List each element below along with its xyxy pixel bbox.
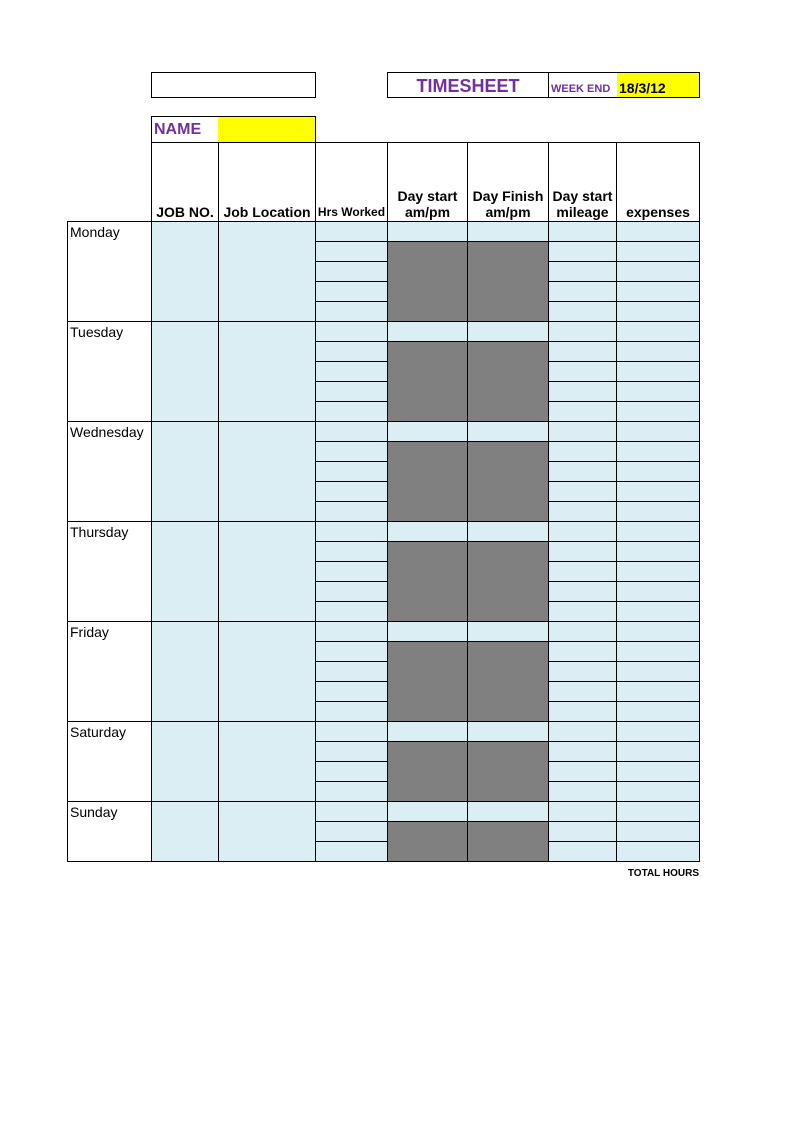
mileage-cell[interactable]: [548, 321, 617, 342]
total-hours-label: TOTAL HOURS: [627, 868, 699, 879]
day-finish-cell[interactable]: [467, 521, 549, 542]
day-start-cell[interactable]: [387, 321, 468, 342]
blocked-cell: [467, 741, 549, 802]
mileage-cell[interactable]: [548, 441, 617, 462]
hrs-worked-cell[interactable]: [315, 741, 388, 762]
hrs-worked-cell[interactable]: [315, 621, 388, 642]
expenses-cell[interactable]: [616, 721, 700, 742]
hrs-worked-cell[interactable]: [315, 781, 388, 802]
hrs-worked-cell[interactable]: [315, 641, 388, 662]
expenses-cell[interactable]: [616, 601, 700, 622]
blocked-cell: [467, 541, 549, 622]
expenses-cell[interactable]: [616, 321, 700, 342]
expenses-cell[interactable]: [616, 401, 700, 422]
job-location-cell[interactable]: [218, 801, 316, 862]
expenses-cell[interactable]: [616, 501, 700, 522]
day-label-saturday: Saturday: [67, 721, 152, 802]
hrs-worked-cell[interactable]: [315, 321, 388, 342]
job-location-cell[interactable]: [218, 521, 316, 622]
day-finish-cell[interactable]: [467, 621, 549, 642]
expenses-cell[interactable]: [616, 241, 700, 262]
hrs-worked-cell[interactable]: [315, 441, 388, 462]
mileage-cell[interactable]: [548, 741, 617, 762]
expenses-cell[interactable]: [616, 541, 700, 562]
expenses-cell[interactable]: [616, 581, 700, 602]
week-end-label: WEEK END: [551, 83, 611, 95]
expenses-cell[interactable]: [616, 801, 700, 822]
hrs-worked-cell[interactable]: [315, 681, 388, 702]
hrs-worked-cell[interactable]: [315, 261, 388, 282]
expenses-cell[interactable]: [616, 701, 700, 722]
mileage-cell[interactable]: [548, 781, 617, 802]
expenses-cell[interactable]: [616, 741, 700, 762]
job-no-cell[interactable]: [151, 721, 219, 802]
blocked-cell: [387, 241, 468, 322]
day-start-cell[interactable]: [387, 221, 468, 242]
mileage-cell[interactable]: [548, 381, 617, 402]
mileage-cell[interactable]: [548, 341, 617, 362]
divider: [548, 72, 549, 98]
day-label-thursday: Thursday: [67, 521, 152, 622]
expenses-cell[interactable]: [616, 281, 700, 302]
hrs-worked-cell[interactable]: [315, 241, 388, 262]
job-location-cell[interactable]: [218, 621, 316, 722]
expenses-cell[interactable]: [616, 221, 700, 242]
expenses-cell[interactable]: [616, 441, 700, 462]
hrs-worked-cell[interactable]: [315, 841, 388, 862]
mileage-cell[interactable]: [548, 521, 617, 542]
expenses-cell[interactable]: [616, 561, 700, 582]
hrs-worked-cell[interactable]: [315, 481, 388, 502]
column-header: Day start am/pm: [387, 142, 468, 222]
day-finish-cell[interactable]: [467, 321, 549, 342]
hrs-worked-cell[interactable]: [315, 801, 388, 822]
day-finish-cell[interactable]: [467, 421, 549, 442]
column-header: JOB NO.: [151, 142, 219, 222]
blocked-cell: [387, 341, 468, 422]
job-no-cell[interactable]: [151, 421, 219, 522]
hrs-worked-cell[interactable]: [315, 561, 388, 582]
expenses-cell[interactable]: [616, 661, 700, 682]
mileage-cell[interactable]: [548, 421, 617, 442]
hrs-worked-cell[interactable]: [315, 581, 388, 602]
mileage-cell[interactable]: [548, 641, 617, 662]
page-title: TIMESHEET: [416, 76, 520, 96]
mileage-cell[interactable]: [548, 661, 617, 682]
day-start-cell[interactable]: [387, 621, 468, 642]
day-start-cell[interactable]: [387, 521, 468, 542]
mileage-cell[interactable]: [548, 801, 617, 822]
job-location-cell[interactable]: [218, 221, 316, 322]
day-label-sunday: Sunday: [67, 801, 152, 862]
hrs-worked-cell[interactable]: [315, 701, 388, 722]
column-header: Hrs Worked: [315, 142, 388, 222]
blocked-cell: [387, 641, 468, 722]
hrs-worked-cell[interactable]: [315, 821, 388, 842]
mileage-cell[interactable]: [548, 361, 617, 382]
expenses-cell[interactable]: [616, 681, 700, 702]
mileage-cell[interactable]: [548, 401, 617, 422]
day-start-cell[interactable]: [387, 801, 468, 822]
hrs-worked-cell[interactable]: [315, 421, 388, 442]
hrs-worked-cell[interactable]: [315, 761, 388, 782]
hrs-worked-cell[interactable]: [315, 601, 388, 622]
mileage-cell[interactable]: [548, 481, 617, 502]
hrs-worked-cell[interactable]: [315, 361, 388, 382]
mileage-cell[interactable]: [548, 301, 617, 322]
mileage-cell[interactable]: [548, 761, 617, 782]
expenses-cell[interactable]: [616, 761, 700, 782]
hrs-worked-cell[interactable]: [315, 721, 388, 742]
expenses-cell[interactable]: [616, 381, 700, 402]
blocked-cell: [467, 241, 549, 322]
mileage-cell[interactable]: [548, 501, 617, 522]
hrs-worked-cell[interactable]: [315, 281, 388, 302]
day-label-wednesday: Wednesday: [67, 421, 152, 522]
hrs-worked-cell[interactable]: [315, 301, 388, 322]
hrs-worked-cell[interactable]: [315, 501, 388, 522]
blocked-cell: [387, 541, 468, 622]
name-label: NAME: [154, 121, 202, 138]
mileage-cell[interactable]: [548, 241, 617, 262]
blocked-cell: [387, 441, 468, 522]
day-label-monday: Monday: [67, 221, 152, 322]
expenses-cell[interactable]: [616, 421, 700, 442]
hrs-worked-cell[interactable]: [315, 521, 388, 542]
mileage-cell[interactable]: [548, 581, 617, 602]
week-end-field[interactable]: 18/3/12: [617, 73, 699, 97]
blank-field[interactable]: [151, 72, 316, 98]
mileage-cell[interactable]: [548, 621, 617, 642]
column-header: Job Location: [218, 142, 316, 222]
mileage-cell[interactable]: [548, 561, 617, 582]
job-no-cell[interactable]: [151, 221, 219, 322]
expenses-cell[interactable]: [616, 341, 700, 362]
name-field[interactable]: [218, 117, 315, 142]
mileage-cell[interactable]: [548, 841, 617, 862]
expenses-cell[interactable]: [616, 301, 700, 322]
day-label-friday: Friday: [67, 621, 152, 722]
mileage-cell[interactable]: [548, 281, 617, 302]
blocked-cell: [467, 641, 549, 722]
expenses-cell[interactable]: [616, 841, 700, 862]
job-location-cell[interactable]: [218, 721, 316, 802]
expenses-cell[interactable]: [616, 481, 700, 502]
blocked-cell: [467, 441, 549, 522]
mileage-cell[interactable]: [548, 701, 617, 722]
mileage-cell[interactable]: [548, 541, 617, 562]
hrs-worked-cell[interactable]: [315, 381, 388, 402]
column-header: Day Finish am/pm: [467, 142, 549, 222]
hrs-worked-cell[interactable]: [315, 541, 388, 562]
expenses-cell[interactable]: [616, 261, 700, 282]
mileage-cell[interactable]: [548, 721, 617, 742]
mileage-cell[interactable]: [548, 601, 617, 622]
expenses-cell[interactable]: [616, 781, 700, 802]
blocked-cell: [387, 741, 468, 802]
expenses-cell[interactable]: [616, 521, 700, 542]
job-no-cell[interactable]: [151, 321, 219, 422]
blocked-cell: [467, 821, 549, 862]
day-finish-cell[interactable]: [467, 221, 549, 242]
expenses-cell[interactable]: [616, 621, 700, 642]
blocked-cell: [467, 341, 549, 422]
day-start-cell[interactable]: [387, 421, 468, 442]
mileage-cell[interactable]: [548, 261, 617, 282]
hrs-worked-cell[interactable]: [315, 461, 388, 482]
column-header: Day start mileage: [548, 142, 617, 222]
expenses-cell[interactable]: [616, 821, 700, 842]
job-no-cell[interactable]: [151, 621, 219, 722]
expenses-cell[interactable]: [616, 361, 700, 382]
job-location-cell[interactable]: [218, 421, 316, 522]
job-no-cell[interactable]: [151, 801, 219, 862]
hrs-worked-cell[interactable]: [315, 401, 388, 422]
mileage-cell[interactable]: [548, 221, 617, 242]
blocked-cell: [387, 821, 468, 862]
mileage-cell[interactable]: [548, 681, 617, 702]
day-start-cell[interactable]: [387, 721, 468, 742]
expenses-cell[interactable]: [616, 641, 700, 662]
day-finish-cell[interactable]: [467, 721, 549, 742]
hrs-worked-cell[interactable]: [315, 341, 388, 362]
column-header: expenses: [616, 142, 700, 222]
job-location-cell[interactable]: [218, 321, 316, 422]
mileage-cell[interactable]: [548, 461, 617, 482]
day-label-tuesday: Tuesday: [67, 321, 152, 422]
hrs-worked-cell[interactable]: [315, 221, 388, 242]
job-no-cell[interactable]: [151, 521, 219, 622]
mileage-cell[interactable]: [548, 821, 617, 842]
hrs-worked-cell[interactable]: [315, 661, 388, 682]
expenses-cell[interactable]: [616, 461, 700, 482]
day-finish-cell[interactable]: [467, 801, 549, 822]
